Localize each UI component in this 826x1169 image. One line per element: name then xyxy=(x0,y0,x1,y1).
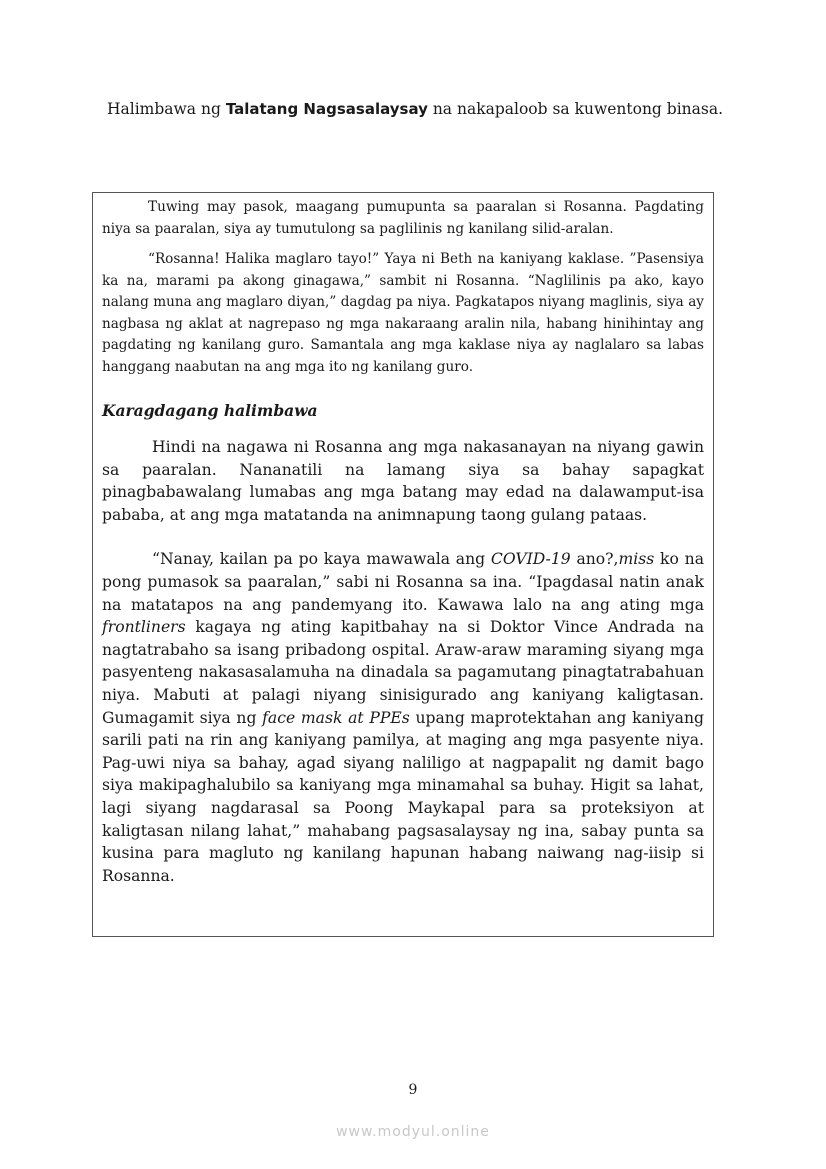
watermark: www.modyul.online xyxy=(336,1124,490,1140)
text-segment: ko na pong pumasok sa paaralan,” sabi ni Rosanna sa ina. “Ipagdasal natin anak na matatapos na ang pandemyang ito. Kawawa lalo na ang ating mga xyxy=(102,550,705,614)
story-box xyxy=(92,192,714,937)
text-segment: kagaya ng ating kapitbahay na si Doktor Vince Andrada na nagtatrabaho sa isang pribadong ospital. Araw-araw maraming siyang mga pasyenteng nakasasalamuha na dinadala sa pagamutang pinagtatrabahuan niya. Mabuti at palagi niyang sinisigurado ang kaniyang kaligtasan. Gumagamit siya ng xyxy=(102,618,704,727)
intro-text xyxy=(107,98,729,121)
text-segment: “Nanay, kailan pa po kaya mawawala ang xyxy=(152,550,491,569)
additional-heading: Karagdagang halimbawa xyxy=(102,401,318,420)
additional-paragraph-2 xyxy=(102,548,704,887)
page-number: 9 xyxy=(408,1082,418,1098)
italic-term: frontliners xyxy=(102,618,186,637)
italic-term: COVID-19 xyxy=(490,550,571,569)
intro-bold-term: Talatang Nagsasalaysay xyxy=(225,100,428,118)
story-paragraph-1: Tuwing may pasok, maagang pumupunta sa paaralan si Rosanna. Pagdating niya sa paaralan, siya ay tumutulong sa paglilinis ng kanilang silid-aralan. xyxy=(102,199,704,237)
intro-after: na nakapaloob sa kuwentong binasa. xyxy=(427,100,723,118)
text-segment: ano?, xyxy=(570,550,619,569)
italic-term: face mask at PPEs xyxy=(262,708,410,727)
additional-paragraph-1: Hindi na nagawa ni Rosanna ang mga nakasanayan na niyang gawin sa paaralan. Nananatili na lamang siya sa bahay sapagkat pinagbabawalang lumabas ang mga batang may edad na dalawamput-isa pababa, at ang mga matatanda na animnapung taong gulang pataas. xyxy=(102,438,704,524)
italic-term: miss xyxy=(618,550,655,569)
story-paragraph-2: “Rosanna! Halika maglaro tayo!” Yaya ni Beth na kaniyang kaklase. ”Pasensiya ka na, marami pa akong ginagawa,” sambit ni Rosanna. “Naglilinis pa ako, kayo nalang muna ang maglaro diyan,” dagdag pa niya. Pagkatapos niyang maglinis, siya ay nagbasa ng aklat at nagrepaso ng mga nakaraang aralin nila, habang hinihintay ang pagdating ng kanilang guro. Samantala ang mga kaklase niya ay naglalaro sa labas hanggang naabutan na ang mga ito ng kanilang guro. xyxy=(102,251,704,375)
text-segment: upang maprotektahan ang kaniyang sarili pati na rin ang kaniyang pamilya, at maging ang mga pasyente niya. Pag-uwi niya sa bahay, agad siyang naliligo at nagpapalit ng damit bago siya makipaghalubilo sa kaniyang mga minamahal sa buhay. Higit sa lahat, lagi siyang nagdarasal sa Poong Maykapal para sa proteksiyon at kaligtasan nilang lahat,” mahabang pagsasalaysay ng ina, sabay punta sa kusina para magluto ng kanilang hapunan habang naiwang nag-iisip si Rosanna. xyxy=(102,708,704,885)
intro-before: Halimbawa ng xyxy=(107,100,226,118)
